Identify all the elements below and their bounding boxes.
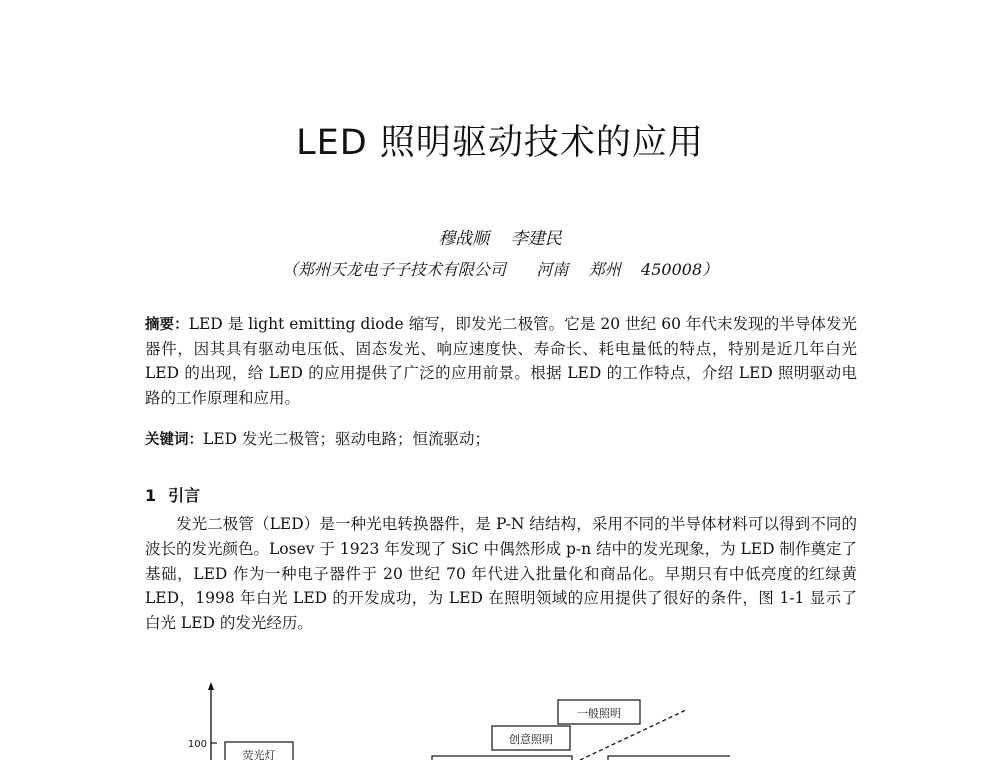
general-lighting-label: 一般照明	[577, 707, 621, 720]
section-title: 引言	[168, 486, 201, 505]
y-tick-label-100: 100	[187, 739, 207, 750]
paper-title: LED 照明驱动技术的应用	[296, 123, 704, 163]
keywords-text: LED 发光二极管；驱动电路；恒流驱动；	[203, 430, 490, 448]
creative-lighting-label: 创意照明	[509, 733, 553, 746]
partial-box-left	[432, 756, 572, 760]
introduction-paragraph: 发光二极管（LED）是一种光电转换器件，是 P-N 结结构，采用不同的半导体材料可以得到不同的波长的发光颜色。Losev 于 1923 年发现了 SiC 中偶然形成 p-n 结中的发光现象，为 LED 制作奠定了基础，LED 作为一种电子器件于 20 世纪 70 年代进入批量化和商品化。早期只有中低亮度的红绿黄 LED，1998 年白光 LED 的开发成功，为 LED 在照明领域的应用提供了很好的条件，图 1-1 显示了白光 LED 的发光经历。	[145, 515, 857, 633]
abstract-label: 摘要：	[145, 317, 189, 333]
partial-box-right	[608, 756, 730, 760]
keywords-label: 关键词：	[145, 432, 203, 448]
keywords	[145, 427, 857, 452]
figure-1-1	[170, 676, 730, 760]
authors: 穆战顺 李建民	[438, 229, 562, 249]
abstract	[145, 312, 857, 410]
section-heading-introduction	[145, 483, 200, 506]
y-axis-arrow	[208, 682, 214, 690]
figure-canvas	[170, 676, 730, 760]
affiliation: （郑州天龙电子子技术有限公司 河南 郑州 450008）	[281, 260, 719, 279]
fluorescent-label: 荧光灯	[242, 749, 276, 760]
section-number: 1	[145, 486, 157, 505]
abstract-text: LED 是 light emitting diode 缩写，即发光二极管。它是 20 世纪 60 年代末发现的半导体发光器件，因其具有驱动电压低、固态发光、响应速度快、寿命长、耗电量低的特点，特别是近几年白光 LED 的出现，给 LED 的应用提供了广泛的应用前景。根据 LED 的工作特点，介绍 LED 照明驱动电路的工作原理和应用。	[145, 315, 858, 407]
